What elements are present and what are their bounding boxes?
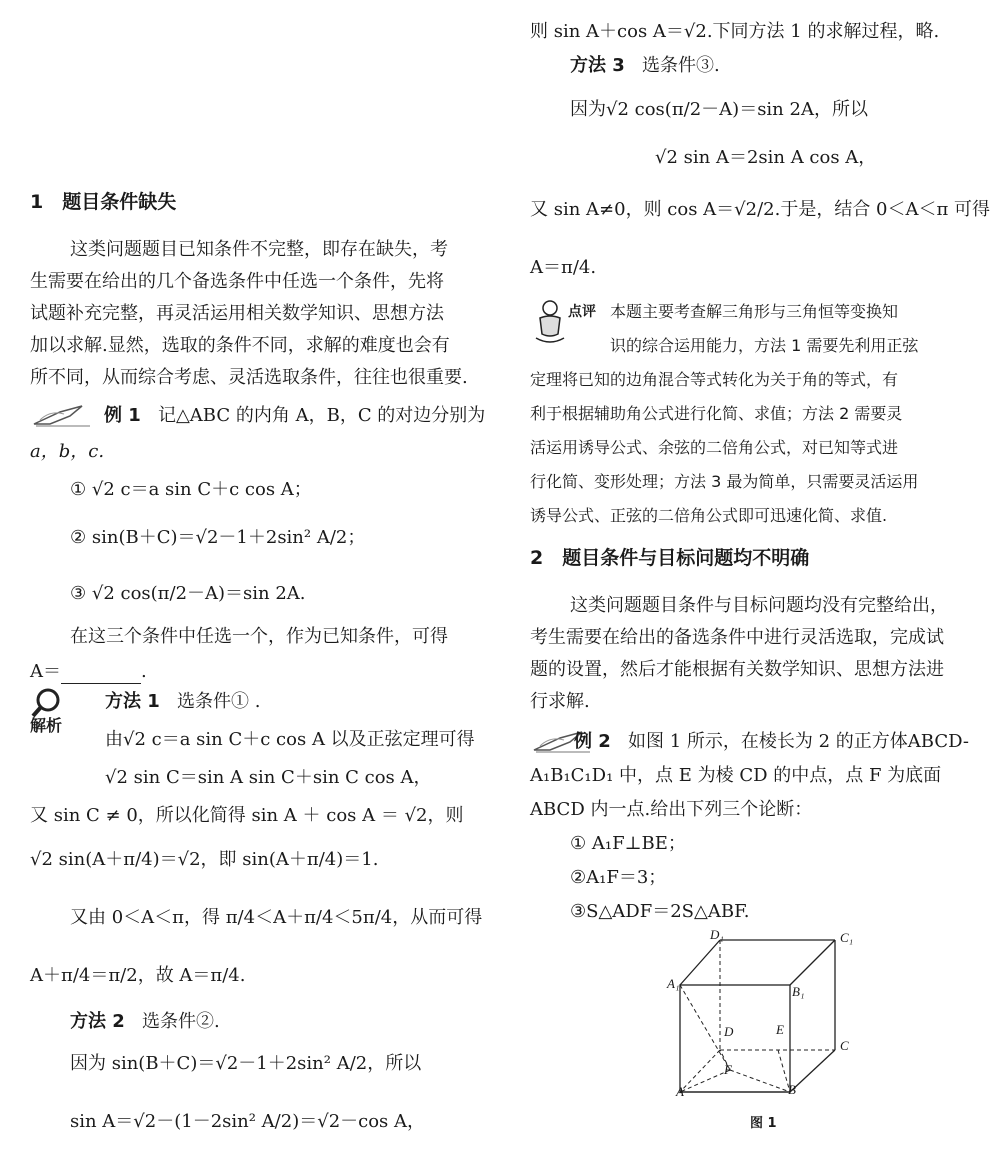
label-A: A (676, 1084, 684, 1099)
method3-line (530, 54, 720, 78)
example-pen-icon (30, 402, 100, 430)
solution-line: √2 sin(A＋π/4)＝√2，即 sin(A＋π/4)＝1. (30, 849, 379, 870)
method2-label: 方法 2 (70, 1011, 125, 1032)
solution-line: 因为√2 cos(π/2－A)＝sin 2A，所以 (570, 99, 868, 120)
figure-caption: 图 1 (750, 1116, 777, 1131)
example2-label: 例 2 (574, 731, 611, 752)
solution-line: √2 sin C＝sin A sin C＋sin C cos A， (105, 767, 432, 788)
solution-line: 由√2 c＝a sin C＋c cos A 以及正弦定理可得 (105, 729, 475, 750)
example1-line2: a，b，c. (30, 441, 105, 462)
label-D: D (724, 1024, 734, 1039)
condition-2: ② sin(B＋C)＝√2－1＋2sin² A/2； (70, 527, 366, 548)
comment-line: 本题主要考查解三角形与三角恒等变换知 (610, 302, 899, 321)
commentary-figure-icon (532, 296, 568, 346)
solution-line: 则 sin A＋cos A＝√2.下同方法 1 的求解过程，略. (530, 21, 940, 42)
label-B: B (788, 1082, 796, 1097)
label-A1: A₁ (667, 976, 680, 991)
method1-line (105, 690, 260, 714)
solution-line: 又由 0＜A＜π，得 π/4＜A＋π/4＜5π/4，从而可得 (70, 907, 483, 928)
example2-line (574, 730, 969, 754)
method2-line (30, 1010, 220, 1034)
dianping-label (568, 300, 596, 324)
solution-line: A＋π/4＝π/2，故 A＝π/4. (30, 965, 246, 986)
method2-text: 选条件②. (141, 1011, 220, 1032)
paragraph-line: 行求解. (530, 691, 590, 712)
example1-line (104, 404, 485, 428)
answer-prefix: A＝ (30, 661, 61, 682)
example2-line: ABCD 内一点.给出下列三个论断： (530, 799, 813, 820)
answer-blank (61, 665, 141, 684)
solution-line: √2 sin A＝2sin A cos A， (655, 147, 877, 168)
label-B1: B₁ (792, 984, 805, 999)
statement-1: ① A₁F⊥BE； (570, 833, 686, 854)
label-C: C (840, 1038, 849, 1053)
method1-label: 方法 1 (105, 691, 160, 712)
jiexi-label: 解析 (30, 716, 63, 735)
dianping-text: 点评 (568, 304, 596, 320)
example1-label: 例 1 (104, 405, 141, 426)
statement-3: ③S△ADF＝2S△ABF. (570, 901, 750, 922)
paragraph-line: 所不同，从而综合考虑、灵活选取条件，往往也很重要. (30, 367, 468, 388)
comment-line: 定理将已知的边角混合等式转化为关于角的等式，有 (530, 370, 899, 389)
comment-line: 活运用诱导公式、余弦的二倍角公式，对已知等式进 (530, 438, 899, 457)
answer-line (30, 660, 147, 684)
question-line: 在这三个条件中任选一个，作为已知条件，可得 (70, 626, 448, 647)
answer-suffix: . (141, 661, 147, 682)
section2-title: 2 题目条件与目标问题均不明确 (530, 547, 810, 569)
solution-line: 又 sin A≠0，则 cos A＝√2/2.于是，结合 0＜A＜π 可得 (530, 199, 991, 220)
label-F: F (724, 1062, 732, 1077)
method3-label: 方法 3 (570, 55, 625, 76)
paragraph-line: 加以求解.显然，选取的条件不同，求解的难度也会有 (30, 335, 450, 356)
condition-1: ① √2 c＝a sin C＋c cos A； (70, 479, 312, 500)
paragraph-line: 考生需要在给出的备选条件中进行灵活选取，完成试 (530, 627, 944, 648)
paragraph-line: 这类问题题目已知条件不完整，即存在缺失，考 (70, 239, 448, 260)
comment-line: 诱导公式、正弦的二倍角公式即可迅速化简、求值. (530, 506, 888, 525)
comment-line: 识的综合运用能力，方法 1 需要先利用正弦 (610, 336, 919, 355)
paragraph-line: 试题补充完整，再灵活运用相关数学知识、思想方法 (30, 303, 444, 324)
label-C1: C₁ (840, 930, 854, 945)
comment-line: 利于根据辅助角公式进行化简、求值；方法 2 需要灵 (530, 404, 903, 423)
example2-line: A₁B₁C₁D₁ 中，点 E 为棱 CD 的中点，点 F 为底面 (530, 765, 942, 786)
paragraph-line: 题的设置，然后才能根据有关数学知识、思想方法进 (530, 659, 944, 680)
method3-text: 选条件③. (641, 55, 720, 76)
solution-line: A＝π/4. (530, 257, 597, 278)
solution-line: sin A＝√2－(1－2sin² A/2)＝√2－cos A， (70, 1111, 426, 1132)
example1-text: 记△ABC 的内角 A，B，C 的对边分别为 (157, 405, 486, 426)
section1-title: 1 题目条件缺失 (30, 191, 177, 213)
method1-text: 选条件① . (176, 691, 261, 712)
solution-line: 因为 sin(B＋C)＝√2－1＋2sin² A/2，所以 (70, 1053, 422, 1074)
comment-line: 行化简、变形处理；方法 3 最为简单，只需要灵活运用 (530, 472, 919, 491)
example2-text: 如图 1 所示，在棱长为 2 的正方体ABCD- (627, 731, 969, 752)
cube-figure (670, 930, 860, 1110)
statement-2: ②A₁F＝3； (570, 867, 667, 888)
label-E: E (776, 1022, 784, 1037)
paragraph-line: 生需要在给出的几个备选条件中任选一个条件，先将 (30, 271, 444, 292)
condition-3: ③ √2 cos(π/2－A)＝sin 2A. (70, 583, 306, 604)
label-D1: D₁ (710, 927, 724, 942)
solution-line: 又 sin C ≠ 0，所以化简得 sin A ＋ cos A ＝ √2，则 (30, 805, 464, 826)
paragraph-line: 这类问题题目条件与目标问题均没有完整给出， (570, 595, 948, 616)
